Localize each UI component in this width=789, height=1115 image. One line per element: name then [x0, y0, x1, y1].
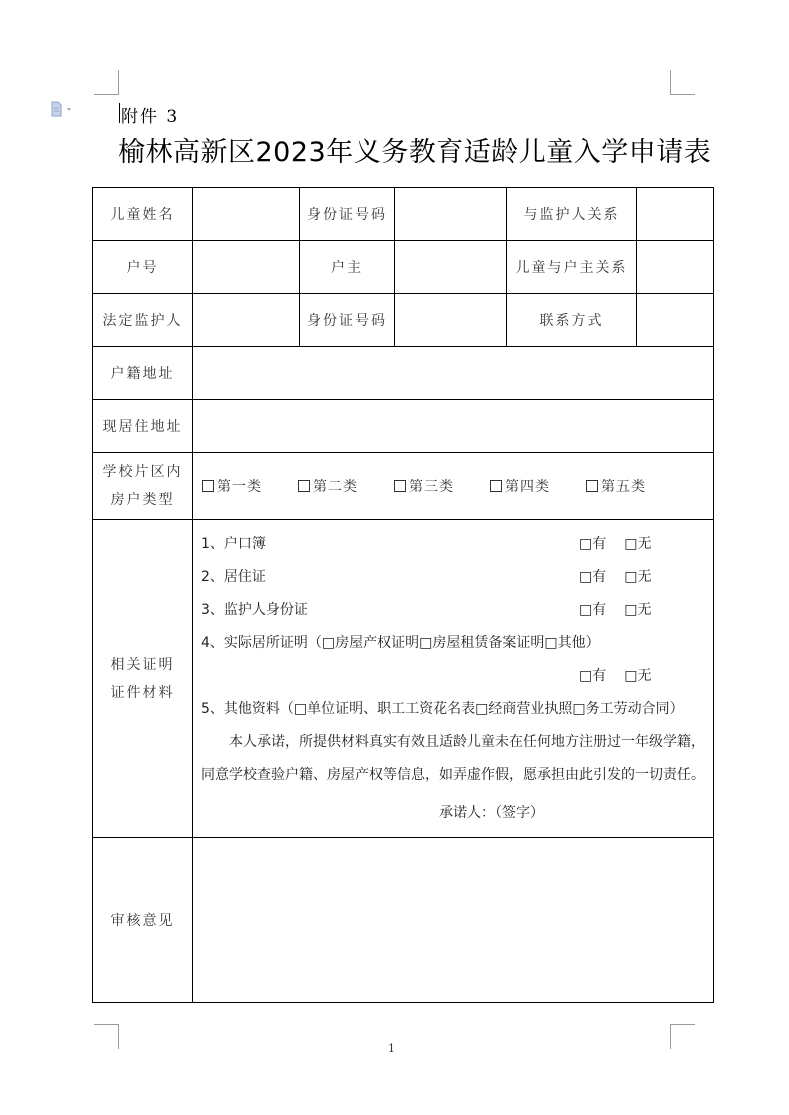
current-address-field[interactable] [193, 400, 714, 453]
no-option[interactable]: □无 [624, 667, 652, 684]
guardian-id-field[interactable] [395, 294, 507, 347]
housing-type-label [93, 453, 193, 520]
page-number: 1 [388, 1042, 395, 1055]
yes-option[interactable]: □有 [579, 601, 607, 618]
guardian-relation-field[interactable] [637, 188, 714, 241]
document-icon[interactable] [50, 101, 74, 117]
option-label: 第五类 [601, 479, 646, 495]
contact-field[interactable] [637, 294, 714, 347]
legal-guardian-label: 法定监护人 [93, 294, 193, 347]
materials-cell [193, 520, 714, 838]
yes-no-choice[interactable] [579, 599, 651, 619]
registered-address-field[interactable] [193, 347, 714, 400]
table-row [93, 400, 714, 453]
current-address-label: 现居住地址 [93, 400, 193, 453]
householder-relation-field[interactable] [637, 241, 714, 294]
materials-label-line2: 证件材料 [110, 684, 175, 701]
no-option[interactable]: □无 [624, 535, 652, 552]
yes-no-choice[interactable] [579, 533, 651, 553]
housing-type-options [193, 453, 714, 520]
table-row [93, 838, 714, 1003]
table-row [93, 347, 714, 400]
yes-option[interactable]: □有 [579, 535, 607, 552]
table-row [93, 188, 714, 241]
contact-label: 联系方式 [507, 294, 637, 347]
child-name-label: 儿童姓名 [93, 188, 193, 241]
option-label: 第二类 [313, 479, 358, 495]
housing-type-option-4[interactable] [490, 476, 586, 496]
review-opinion-label: 审核意见 [93, 838, 193, 1003]
no-option[interactable]: □无 [624, 568, 652, 585]
checkbox[interactable] [202, 480, 214, 492]
material-item-1: 1、户口簿 [201, 535, 266, 552]
guardian-id-label: 身份证号码 [300, 294, 395, 347]
housing-type-option-2[interactable] [298, 476, 394, 496]
table-row [93, 241, 714, 294]
household-number-field[interactable] [193, 241, 300, 294]
page-corner-mark [94, 1024, 119, 1049]
page-title: 榆林高新区2023年义务教育适龄儿童入学申请表 [118, 137, 712, 168]
signer-label: 承诺人：（签字） [439, 804, 544, 821]
text-cursor [119, 103, 120, 123]
yes-option[interactable]: □有 [579, 568, 607, 585]
housing-type-option-5[interactable] [586, 476, 682, 496]
material-item-3: 3、监护人身份证 [201, 601, 308, 618]
material-item-5: 5、其他资料（□单位证明、职工工资花名表□经商营业执照□务工劳动合同） [201, 700, 684, 717]
child-id-field[interactable] [395, 188, 507, 241]
page-corner-mark [94, 70, 119, 95]
application-form-table [92, 187, 714, 1003]
checkbox[interactable] [586, 480, 598, 492]
checkbox[interactable] [394, 480, 406, 492]
id-number-label: 身份证号码 [300, 188, 395, 241]
householder-label: 户主 [300, 241, 395, 294]
yes-no-choice[interactable] [579, 566, 651, 586]
householder-relation-label: 儿童与户主关系 [507, 241, 637, 294]
household-number-label: 户号 [93, 241, 193, 294]
no-option[interactable]: □无 [624, 601, 652, 618]
option-label: 第一类 [217, 479, 262, 495]
promise-text-line2: 同意学校查验户籍、房屋产权等信息，如弄虚作假，愿承担由此引发的一切责任。 [201, 766, 705, 783]
page-corner-mark [670, 1024, 695, 1049]
option-label: 第三类 [409, 479, 454, 495]
materials-label [93, 520, 193, 838]
checkbox[interactable] [298, 480, 310, 492]
yes-no-choice[interactable] [579, 665, 651, 685]
table-row [93, 294, 714, 347]
housing-type-label-line2: 房户类型 [110, 492, 175, 508]
housing-type-label-line1: 学校片区内 [102, 464, 183, 480]
material-item-4: 4、实际居所证明（□房屋产权证明□房屋租赁备案证明□其他） [201, 634, 600, 651]
option-label: 第四类 [505, 479, 550, 495]
promise-text-line1: 本人承诺，所提供材料真实有效且适龄儿童未在任何地方注册过一年级学籍， [229, 733, 705, 750]
table-row [93, 520, 714, 838]
householder-field[interactable] [395, 241, 507, 294]
page-corner-mark [670, 70, 695, 95]
child-name-field[interactable] [193, 188, 300, 241]
housing-type-option-3[interactable] [394, 476, 490, 496]
material-item-2: 2、居住证 [201, 568, 266, 585]
attachment-label: 附件 3 [121, 107, 180, 127]
checkbox[interactable] [490, 480, 502, 492]
registered-address-label: 户籍地址 [93, 347, 193, 400]
table-row [93, 453, 714, 520]
guardian-relation-label: 与监护人关系 [507, 188, 637, 241]
review-opinion-field[interactable] [193, 838, 714, 1003]
materials-label-line1: 相关证明 [110, 656, 175, 673]
legal-guardian-field[interactable] [193, 294, 300, 347]
yes-option[interactable]: □有 [579, 667, 607, 684]
housing-type-option-1[interactable] [202, 476, 298, 496]
